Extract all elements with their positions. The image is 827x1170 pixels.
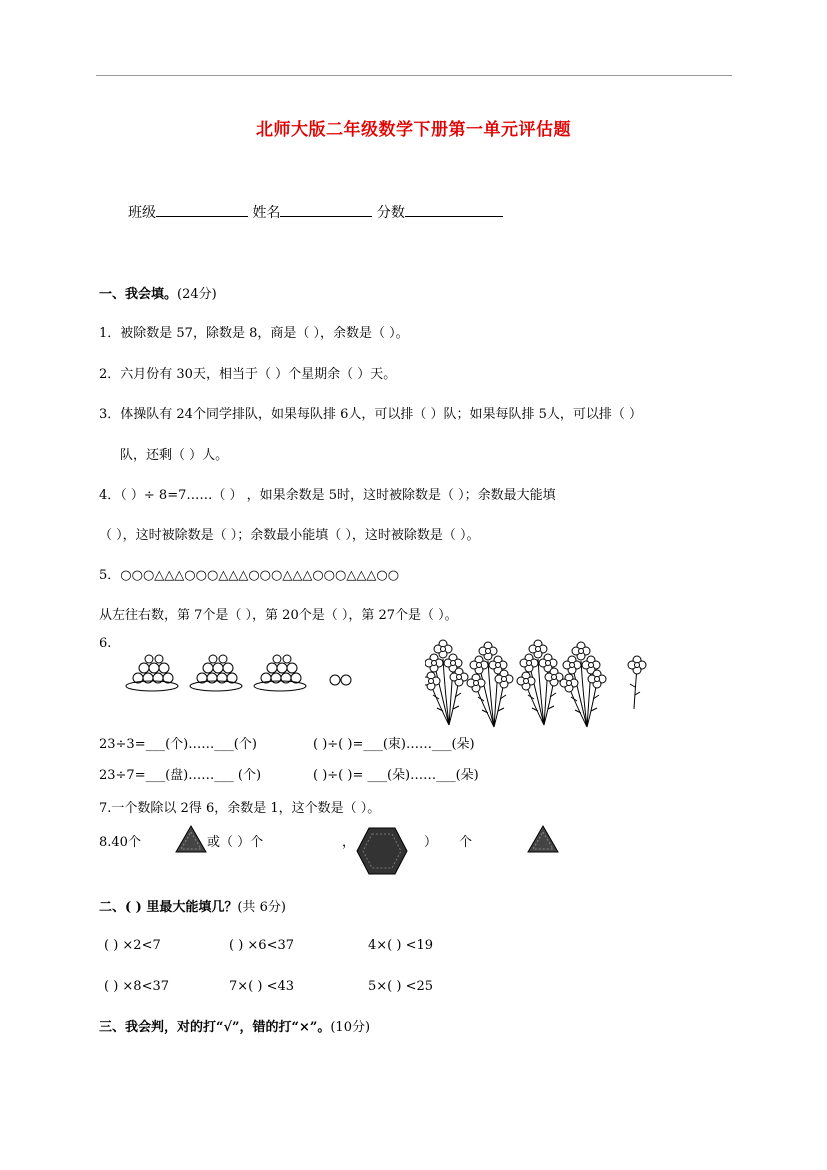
hexagon-icon — [356, 826, 408, 876]
flower-bunch-2 — [467, 642, 513, 727]
name-label: 姓名 — [252, 205, 281, 221]
q8-text-4: ） — [424, 835, 438, 850]
question-1: 1．被除数是 57，除数是 8，商是（ ），余数是（ ）。 — [99, 326, 409, 341]
question-6-label: 6. — [99, 636, 112, 651]
question-7: 7.一个数除以 2得 6，余数是 1，这个数是（ ）。 — [99, 801, 381, 816]
question-5-sequence: 5．○○○△△△○○○△△△○○○△△△○○○△△△○○ — [99, 568, 400, 583]
score-field[interactable] — [405, 202, 503, 217]
q8-text-1: 8.40个 — [99, 835, 141, 850]
q6-apples-line2: 23÷7=___(盘)……___ (个) — [99, 768, 262, 783]
class-label: 班级 — [128, 205, 156, 221]
single-flower — [628, 656, 646, 709]
q8-text-5: 个 — [459, 835, 473, 850]
flower-bunch-1 — [425, 640, 468, 725]
question-4-line2: （ ），这时被除数是（ ）；余数最小能填（ ），这时被除数是（ ）。 — [99, 528, 480, 543]
plate-1 — [126, 655, 178, 691]
section1-header — [99, 283, 217, 302]
section3-points: (10分) — [330, 1020, 371, 1035]
section3-heading: 三、我会判，对的打“√”，错的打“×”。 — [99, 1020, 331, 1035]
question-2: 2．六月份有 30天，相当于（ ）个星期余（ ）天。 — [99, 367, 397, 382]
section2-points: (共 6分) — [237, 900, 286, 915]
name-field[interactable] — [280, 202, 372, 217]
plate-3 — [254, 655, 306, 691]
triangle-icon — [174, 824, 208, 854]
section2-header — [99, 896, 286, 915]
section1-heading: 一、我会填。 — [99, 287, 178, 302]
apple-plates-image — [120, 652, 360, 702]
question-3-line1: 3．体操队有 24个同学排队，如果每队排 6人，可以排（ ）队；如果每队排 5人，可以排（ ） — [99, 407, 643, 422]
q8-text-3: ， — [342, 835, 356, 850]
question-4-line1: 4．（ ）÷ 8=7……（ ） ，如果余数是 5时，这时被除数是（ ）；余数最大能填 — [99, 488, 556, 503]
s2-row2-item3: 5×( ) <25 — [368, 979, 434, 994]
loose-apples — [330, 675, 351, 685]
header-rule — [96, 75, 732, 76]
class-field[interactable] — [156, 202, 248, 217]
page-title: 北师大版二年级数学下册第一单元评估题 — [256, 120, 571, 140]
s2-row2-item2: 7×( ) <43 — [229, 979, 295, 994]
q6-flowers-line1: ( )÷( )=___(束)……___(朵) — [313, 737, 475, 752]
section3-header — [99, 1016, 370, 1035]
s2-row1-item3: 4×( ) <19 — [368, 938, 434, 953]
q6-flowers-line2: ( )÷( )= ___(朵)……___(朵) — [313, 768, 479, 783]
section2-heading: 二、( ) 里最大能填几？ — [99, 900, 238, 915]
triangle-icon — [526, 824, 560, 854]
s2-row1-item1: ( ) ×2<7 — [104, 938, 161, 953]
flower-bunch-4 — [560, 642, 606, 727]
q8-text-2: 或（ ）个 — [207, 835, 264, 850]
q6-apples-line1: 23÷3=___(个)……___(个) — [99, 737, 257, 752]
flower-bunch-3 — [517, 640, 563, 725]
s2-row2-item1: ( ) ×8<37 — [104, 979, 170, 994]
question-5-prompt: 从左往右数，第 7个是（ ），第 20个是（ ），第 27个是（ ）。 — [99, 608, 458, 623]
plate-2 — [190, 655, 242, 691]
info-row — [128, 202, 503, 222]
section1-points: (24分) — [177, 287, 217, 302]
flower-bunches-image — [425, 637, 655, 732]
s2-row1-item2: ( ) ×6<37 — [229, 938, 295, 953]
score-label: 分数 — [376, 205, 405, 221]
question-3-line2: 队，还剩（ ）人。 — [120, 448, 229, 463]
